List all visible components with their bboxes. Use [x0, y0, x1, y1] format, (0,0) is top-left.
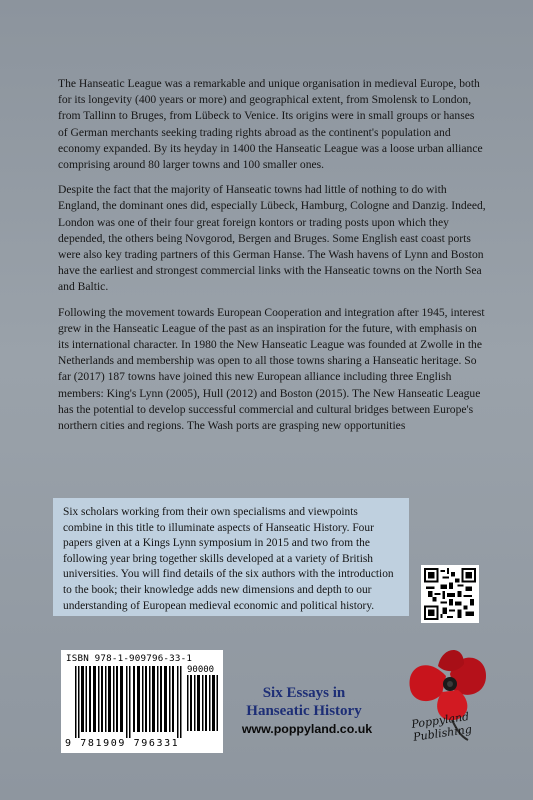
paragraph-2: Despite the fact that the majority of Hanseatic towns had little of nothing to do with England, the dominant ones did, especially Lübeck, Hamburg, Cologne and Danzig. Indeed, London was one of their four great foreign kontors or trading posts upon which they depended, the others being Novgorod, Bergen and Bruges. Some English east coast ports were also key trading partners of this German Hanse. The Wash havens of Lynn and Boston have the earliest and strongest commercial links with the Hanseatic towns on the North Sea and Baltic. — [58, 183, 486, 294]
publisher-website: www.poppyland.co.uk — [241, 722, 373, 736]
paragraph-3: Following the movement towards European Cooperation and integration after 1945, interest grew in the Hanseatic League of the past as an inspiration for the future, with emphasis on its international character. In 1980 the New Hanseatic League was founded at Zwolle in the Netherlands and membership was open to all those towns sharing a Hanseatic heritage. So far (2017) 187 towns have joined this new European alliance including three English members: King's Lynn (2005), Hull (2012) and Boston (2015). The New Hanseatic League has the potential to develop successful commercial and cultural bridges between Europe's northern cities and regions. The Wash ports are grasping new opportunities — [58, 305, 485, 433]
qr-code — [421, 565, 479, 623]
publisher-logo-text: Poppyland Publishing — [410, 710, 473, 744]
book-title: Six Essays in Hanseatic History — [246, 685, 362, 719]
paragraph-1: The Hanseatic League was a remarkable and unique organisation in medieval Europe, both for its longevity (400 years or more) and geographical extent, from Smolensk to London, from Tallinn to Bruges, from Lübeck to Venice. Its origins were in small groups or hanses of German merchants seeking trading rights abroad as the continent's population and economy expanded. By its heyday in 1400 the Hanseatic League was a loose urban alliance comprising around 80 larger towns and 100 smaller ones. — [58, 77, 483, 172]
barcode-number: 9 781909 796331 — [65, 738, 180, 749]
description-text — [58, 76, 486, 443]
isbn-label: ISBN 978-1-909796-33-1 — [66, 653, 193, 664]
blurb-box: Six scholars working from their own specialisms and viewpoints combine in this title to illuminate aspects of Hanseatic History. Four papers given at a Kings Lynn symposium in 2015 and two from the following year bring together skills developed at a variety of British universities. You will find details of the six authors with the introduction to the book; their knowledge adds new dimensions and depth to our understanding of European medieval economic and political history. — [53, 498, 409, 616]
barcode-bars — [75, 666, 185, 738]
isbn-barcode — [61, 650, 223, 753]
price-code: 90000 — [187, 665, 215, 675]
price-addon — [187, 665, 219, 734]
addon-bars — [187, 675, 219, 731]
